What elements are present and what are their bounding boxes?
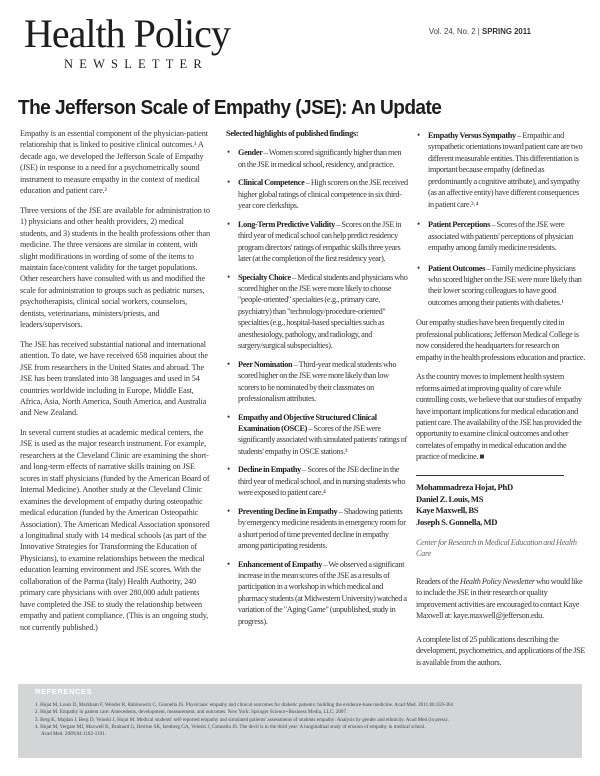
- highlight-text: – We observed a significant increase in the mean scores of the JSE as a results of participation in a workshop in which medical and pharmacy students (at Midwestern University) watched a variation of the "Aging Game" (unpublished, study in progress).: [238, 559, 407, 626]
- highlight-item: [416, 219, 586, 253]
- column-2: [226, 128, 408, 634]
- highlight-label: Peer Nomination: [238, 359, 293, 369]
- paragraph: Our empathy studies have been frequently cited in professional publications; Jefferson Medical College is now considered the headquarters for research on empathy in the health professions education and practice.: [416, 318, 586, 362]
- highlight-label: Decline in Empathy: [238, 465, 301, 475]
- highlights-heading: Selected highlights of published findings:: [226, 129, 359, 138]
- highlight-item: [416, 130, 586, 210]
- publication-name: Health Policy Newsletter: [459, 576, 535, 586]
- bullet-icon: •: [417, 262, 420, 273]
- paragraph: Empathy is an essential component of the physician-patient relationship that is linked to positive clinical outcomes.¹ A decade ago, we developed the Jefferson Scale of Empathy (JSE) in response to a need for a psychometrically sound instrument to measure empathy in the context of medical education and patient care.²: [20, 129, 208, 196]
- highlight-label: Preventing Decline in Empathy: [238, 506, 338, 516]
- bullet-icon: •: [227, 147, 230, 158]
- bullet-icon: •: [227, 271, 230, 282]
- author-affiliation: Center for Research in Medical Education and Health Care: [416, 537, 577, 559]
- highlight-label: Empathy Versus Sympathy: [428, 131, 516, 140]
- newsletter-title: Health Policy: [24, 11, 230, 56]
- paragraph: In several current studies at academic medical centers, the JSE is used as the major research instrument. For example, researchers at the Cleveland Clinic are examining the short- and long-term effects of narrative skills training on JSE scores in staff physicians (funded by the American Board of Internal Medicine). Another study at the Cleveland Clinic examines the development of empathy during osteopathic medical education (funded by the American Osteopathic Association). The American Medical Association sponsored a longitudinal study with 14 medical schools (as part of the Innovative Strategies for Transforming the Education of Physicians), to examine relationships between the medical education learning environment and JSE scores. With the collaboration of the Parma (Italy) Health Authority, 240 primary care physicians with over 280,000 adult patients have completed the JSE to study the relationship between empathy and patient compliance. (This is an ongoing study, not currently published.): [20, 427, 210, 632]
- reference-item-continued: Acad Med. 2009;84:1182-1191.: [41, 731, 106, 738]
- paragraph: The JSE has received substantial national and international attention. To date, we have received 658 inquiries about the JSE from researchers in the United States and abroad. The JSE has been translated into 38 languages and used in 54 countries worldwide including in Europe, Middle East, Africa, Asia, North America, South America, and Australia and New Zealand.: [20, 339, 208, 418]
- references-list: [35, 702, 575, 738]
- highlight-text: – Scores of the JSE were associated with patients' perceptions of physician empathy among family medicine residents.: [428, 220, 574, 253]
- article-title: The Jefferson Scale of Empathy (JSE): An Update: [18, 96, 442, 119]
- highlight-item: [226, 412, 408, 458]
- highlight-label: Specialty Choice: [238, 272, 291, 282]
- highlight-text: – Scores of the JSE decline in the third year of medical school, and in nursing students who were exposed to patient care.⁴: [238, 465, 406, 498]
- highlight-label: Clinical Competence: [238, 178, 305, 188]
- highlight-item: [226, 359, 408, 405]
- issue-season: SPRING 2011: [482, 27, 531, 36]
- bullet-icon: •: [417, 130, 420, 140]
- highlight-label: Gender: [238, 148, 263, 158]
- author-list: [416, 482, 586, 529]
- highlight-label: Enhancement of Empathy: [238, 559, 323, 569]
- author: Kaye Maxwell, BS: [416, 505, 479, 516]
- author: Daniel Z. Louis, MS: [416, 493, 484, 504]
- highlight-item: [226, 559, 408, 628]
- references-box: [18, 684, 582, 758]
- highlight-text: – Third-year medical students who scored higher on the JSE were more likely than low scorers to be nominated by their classmates on professionalism attributes.: [238, 359, 397, 404]
- highlight-text: – Scores of the JSE were significantly associated with simulated patients' ratings of students' empathy in OSCE stations.³: [238, 423, 407, 456]
- highlight-label: Patient Outcomes: [428, 263, 486, 273]
- highlight-text: – Women scored significantly higher than men on the JSE in medical school, residency, and practice.: [238, 148, 402, 169]
- contact-paragraph: [416, 576, 586, 622]
- issue-info: [429, 27, 531, 36]
- column-3: [416, 130, 586, 676]
- highlights-list: [226, 147, 408, 627]
- highlight-text: – Medical students and physicians who scored higher on the JSE were more likely to choose "people-oriented" specialties (e.g., primary care, psychiatry) than "technology/procedure-oriented" specialties (e.g., hospital-based specialties such as anesthesiology, pathology, and radiology, and surgery/surgical subspecialties).: [238, 272, 408, 351]
- highlight-item: [226, 147, 408, 170]
- highlight-text: – Shadowing patients by emergency medicine residents in emergency room for a short period of time prevented decline in empathy among participating residents.: [238, 506, 406, 551]
- masthead-logo: [24, 11, 230, 72]
- highlight-item: [226, 506, 408, 552]
- newsletter-subtitle: NEWSLETTER: [64, 57, 208, 71]
- column-1: [20, 128, 210, 641]
- highlight-item: [416, 263, 586, 309]
- highlight-label: Patient Perceptions: [428, 220, 491, 230]
- bullet-icon: •: [417, 219, 420, 230]
- bullet-icon: •: [227, 505, 230, 516]
- highlight-text: – Scores on the JSE in third year of medical school can help predict residency program directors' ratings of empathic skills three years later (at the completion of the first residency year).: [238, 219, 402, 264]
- bullet-icon: •: [227, 558, 230, 569]
- highlights-list-continued: [416, 130, 586, 308]
- reference-item: 1. Hojat M, Louis D, Markham F, Wender R, Rabinowitz C, Gonnella JS. Physicians' empathy and clinical outcomes for diabetic patients: building the evidence-base medicine. Acad Med. 2011;86:359-364: [35, 702, 453, 708]
- bullet-icon: •: [227, 218, 230, 229]
- highlight-text: – Family medicine physicians who scored higher on the JSE were more likely than their lower scoring colleagues to have good outcomes among their patients with diabetes.¹: [428, 263, 582, 307]
- highlight-item: [226, 464, 408, 498]
- highlight-text: – Empathic and sympathetic orientations toward patient care are two different measurable entities. This differentiation is important because empathy (defined as predominantly a cognitive attribute), and sympathy (as an affective entity) have different consequences in patient care.³˒⁴: [428, 131, 583, 209]
- paragraph: Three versions of the JSE are available for administration to 1) physicians and other health providers, 2) medical students, and 3) students in the health professions other than medicine. The three versions are similar in content, with slight modifications in wording of some of the items to maintain face/content validity for the target populations. Other researchers have consulted with us and modified the scale for administration to groups such as pediatric nurses, psychotherapists, clinical social workers, counselors, dentists, veterinarians, ministers/priests, and leaders/supervisors.: [20, 205, 210, 330]
- bullet-icon: •: [227, 358, 230, 369]
- highlight-label: Empathy and Objective Structured Clinical Examination (OSCE): [238, 412, 377, 433]
- author: Mohammadreza Hojat, PhD: [416, 481, 513, 492]
- reference-item: 4. Hojat M, Vergare MJ, Maxwell K, Brainard G, Herrine SK, Isenberg GA, Veloski J, Gonnella JS. The devil is in the third year: A longitudinal study of erosion of empathy in medical school.: [35, 723, 426, 730]
- author: Joseph S. Gonnella, MD: [416, 517, 498, 528]
- text: who would like to include the JSE in their research or quality improvement activities are encouraged to contact Kaye Maxwell at: kaye.maxwell@jefferson.edu.: [416, 576, 583, 621]
- bullet-icon: •: [227, 411, 230, 422]
- bullet-icon: •: [227, 464, 230, 475]
- highlight-item: [226, 219, 408, 265]
- text: Readers of the: [416, 576, 460, 586]
- paragraph: A complete list of 25 publications describing the development, psychometrics, and applications of the JSE is available from the authors.: [416, 634, 586, 667]
- volume-number: Vol. 24, No. 2 |: [428, 27, 480, 36]
- highlight-item: [226, 272, 408, 352]
- highlight-label: Long-Term Predictive Validity: [238, 219, 335, 229]
- references-heading: REFERENCES: [35, 687, 93, 696]
- paragraph: As the country moves to implement health system reforms aimed at improving quality of care while controlling costs, we believe that our studies of empathy have important implications for medical education and patient care. The availability of the JSE has provided the opportunity to examine clinical outcomes and other correlates of empathy in medical education and the practice of medicine. ■: [416, 372, 582, 462]
- bullet-icon: •: [227, 177, 230, 188]
- highlight-item: [226, 177, 408, 211]
- reference-item: 3. Berg K, Majdan J, Berg D, Veloski J, Hojat M. Medical students' self-reported empathy and simulated patients' assessments of students empathy: Analysis by gender and ethnicity. Acad Med (in press).: [35, 716, 449, 723]
- reference-item: 2. Hojat M. Empathy in patient care: Antecedents, development, measurement, and outcomes. New York: Springer Science+Business Media, LLC; 2007.: [35, 709, 348, 716]
- highlight-text: – High scorers on the JSE received higher global ratings of clinical competence in six third-year core clerkships.: [238, 178, 408, 211]
- divider: [416, 475, 564, 476]
